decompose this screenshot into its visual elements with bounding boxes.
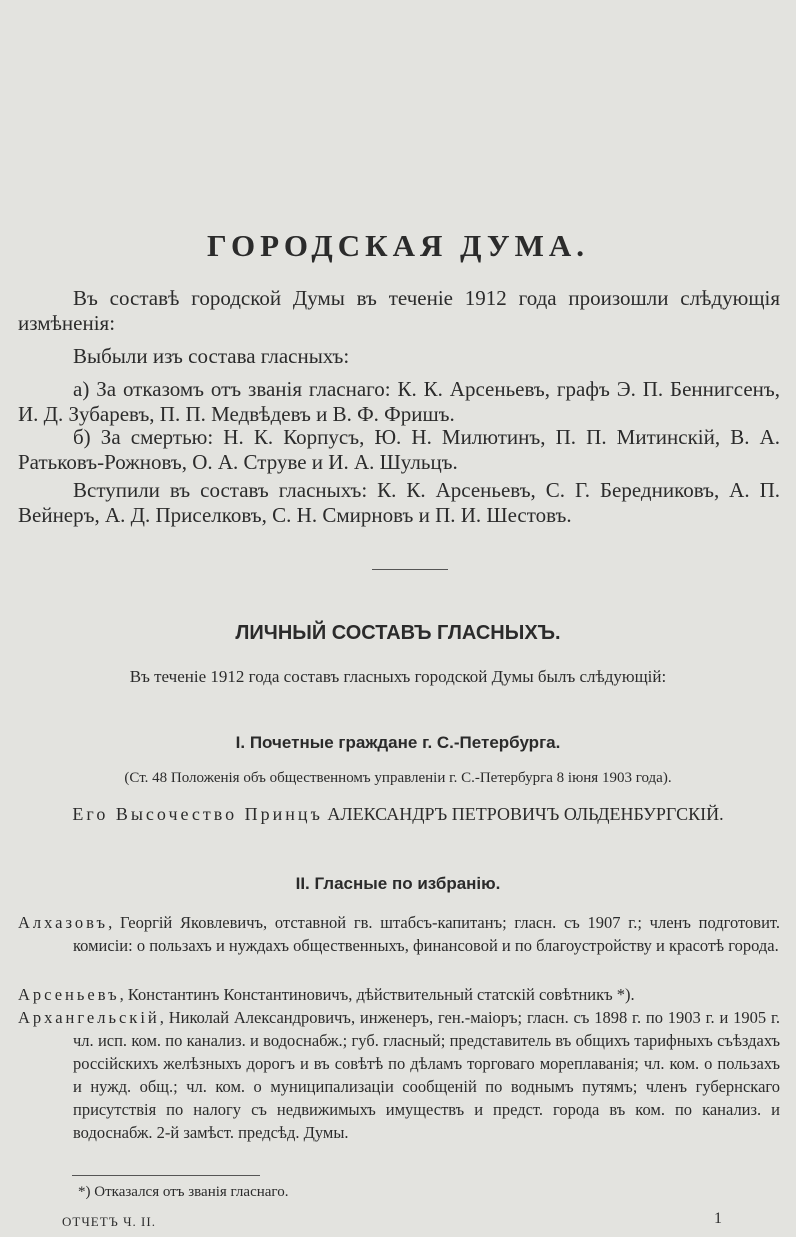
footnote: *) Отказался отъ званія гласнаго. xyxy=(78,1184,289,1200)
list-item xyxy=(18,1006,780,1144)
part1-person xyxy=(0,804,796,825)
entry-surname: Архангельскій xyxy=(18,1008,160,1027)
footnote-divider xyxy=(72,1175,260,1176)
left-heading: Выбыли изъ состава гласныхъ: xyxy=(73,344,350,368)
page-number: 1 xyxy=(714,1210,722,1227)
left-refusal-paragraph: а) За отказомъ отъ званія гласнаго: К. К. Арсеньевъ, графъ Э. П. Беннигсенъ, И. Д. Зубаревъ, П. П. Медвѣдевъ и В. Ф. Фришъ. xyxy=(18,377,780,426)
person-name: АЛЕКСАНДРЪ ПЕТРОВИЧЪ ОЛЬДЕНБУРГСКІЙ. xyxy=(327,804,724,824)
list-item xyxy=(18,911,780,957)
entry-surname: Арсеньевъ xyxy=(18,985,120,1004)
footer-report-label: ОТЧЕТЪ Ч. II. xyxy=(62,1214,156,1229)
entry-text: , Георгій Яковлевичъ, отставной гв. штабсъ-капитанъ; гласн. съ 1907 г.; членъ подготовит. комисіи: о пользахъ и нуждахъ общественныхъ, финансовой и по благоустройству и красотѣ города. xyxy=(73,913,780,955)
joined-paragraph: Вступили въ составъ гласныхъ: К. К. Арсеньевъ, С. Г. Бередниковъ, А. П. Вейнеръ, А. Д. Приселковъ, С. Н. Смирновъ и П. И. Шестовъ. xyxy=(18,478,780,527)
list-item xyxy=(18,983,780,1006)
section-intro: Въ теченіе 1912 года составъ гласныхъ городской Думы былъ слѣдующій: xyxy=(129,667,667,686)
person-title: Его Высочество Принцъ xyxy=(72,804,323,824)
entry-surname: Алхазовъ xyxy=(18,913,109,932)
part1-title: I. Почетные граждане г. С.-Петербурга. xyxy=(235,733,561,752)
left-death-paragraph: б) За смертью: Н. К. Корпусъ, Ю. Н. Милютинъ, П. П. Митинскій, В. А. Ратьковъ-Рожновъ, О. А. Струве и И. А. Шульцъ. xyxy=(18,425,780,474)
entry-text: , Николай Александровичъ, инженеръ, ген.-маіоръ; гласн. съ 1898 г. по 1903 г. и 1905 г. чл. исп. ком. по канализ. и водоснабж.; губ. гласный; представитель въ общихъ тарифныхъ съѣздахъ россійскихъ желѣзныхъ дорогъ и въ совѣтѣ по дѣламъ торговаго мореплаванія; чл. ком. о пользахъ и нужд. общ.; чл. ком. о муниципализаціи сообщеній по воднымъ путямъ; членъ губернскаго присутствія по налогу съ недвижимыхъ имуществъ и предст. города въ ком. по канализ. и водоснабж. 2-й замѣст. предсѣд. Думы. xyxy=(73,1008,780,1142)
part1-note: (Ст. 48 Положенія объ общественномъ управленіи г. С.-Петербурга 8 іюня 1903 года). xyxy=(124,770,672,786)
intro-paragraph: Въ составѣ городской Думы въ теченіе 1912 года произошли слѣдующія измѣненія: xyxy=(18,286,780,335)
entry-text: , Константинъ Константиновичъ, дѣйствительный статскій совѣтникъ *). xyxy=(119,985,635,1004)
section-title: ЛИЧНЫЙ СОСТАВЪ ГЛАСНЫХЪ. xyxy=(235,622,561,644)
section-divider xyxy=(372,569,448,570)
part2-title: II. Гласные по избранію. xyxy=(295,874,501,893)
page-title: ГОРОДСКАЯ ДУМА. xyxy=(207,228,589,263)
